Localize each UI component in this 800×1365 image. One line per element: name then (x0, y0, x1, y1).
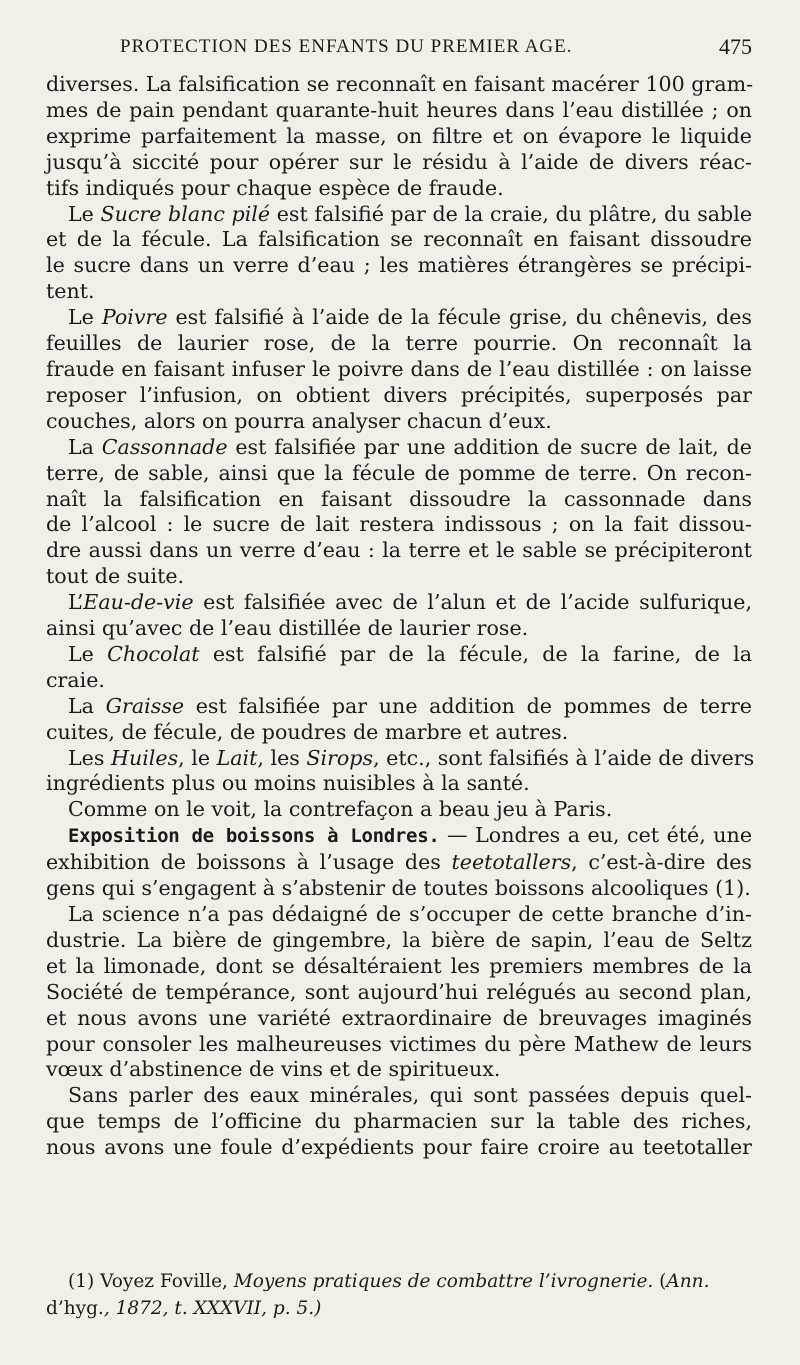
text-line: exprime parfaitement la masse, on filtre et on évapore le liquide (46, 123, 752, 148)
text-line: mes de pain pendant quarante-huit heures dans l’eau distillée ; on (46, 97, 752, 122)
text-line: craie. (46, 667, 105, 692)
text-line: Exposition de boissons à Londres. — Londres a eu, cet été, une (68, 823, 753, 848)
text-line: tent. (46, 279, 95, 304)
text-line: Société de tempérance, sont aujourd’hui relégués au second plan, (46, 979, 752, 1004)
text-line: vœux d’abstinence de vins et de spiritueux. (46, 1057, 501, 1082)
text-line: Le Chocolat est falsifié par de la fécule, de la farine, de la (68, 641, 752, 666)
page-number: 475 (719, 34, 752, 59)
text-line: gens qui s’engagent à s’abstenir de toutes boissons alcooliques (1). (46, 876, 751, 901)
text-line: terre, de sable, ainsi que la fécule de pomme de terre. On recon- (46, 460, 752, 485)
paragraph (46, 202, 752, 306)
text-line: nous avons une foule d’expédients pour faire croire au teetotaller (46, 1135, 752, 1160)
text-line: que temps de l’officine du pharmacien sur la table des riches, (46, 1109, 752, 1134)
text-line: Le Poivre est falsifié à l’aide de la fécule grise, du chênevis, des (68, 305, 752, 330)
text-line: de l’alcool : le sucre de lait restera indissous ; on la fait dissou- (46, 512, 752, 537)
text-line: Comme on le voit, la contrefaçon a beau jeu à Paris. (68, 797, 613, 822)
text-line: Le Sucre blanc pilé est falsifié par de la craie, du plâtre, du sable (68, 201, 753, 226)
text-line: ainsi qu’avec de l’eau distillée de laurier rose. (46, 616, 529, 641)
text-line: reposer l’infusion, on obtient divers précipités, superposés par (46, 382, 752, 407)
text-line: pour consoler les malheureuses victimes du père Mathew de leurs (46, 1031, 752, 1056)
paragraph (46, 435, 752, 590)
text-line: Sans parler des eaux minérales, qui sont passées depuis quel- (68, 1083, 752, 1108)
text-line: tout de suite. (46, 564, 185, 589)
footnote (46, 1268, 752, 1322)
paragraph (46, 305, 752, 435)
paragraph (46, 694, 752, 746)
text-line: cuites, de fécule, de poudres de marbre et autres. (46, 719, 569, 744)
body-text (46, 72, 755, 1161)
text-line: Les Huiles, le Lait, les Sirops, etc., sont falsifiés à l’aide de divers (68, 745, 755, 770)
text-line: exhibition de boissons à l’usage des teetotallers, c’est-à-dire des (46, 850, 752, 875)
text-line: diverses. La falsification se reconnaît en faisant macérer 100 gram- (46, 72, 754, 96)
text-line: tifs indiqués pour chaque espèce de fraude. (46, 175, 504, 200)
text-line: et de la fécule. La falsification se reconnaît en faisant dissoudre (46, 227, 752, 252)
text-line: feuilles de laurier rose, de la terre pourrie. On reconnaît la (46, 331, 752, 356)
running-title: PROTECTION DES ENFANTS DU PREMIER AGE. (120, 36, 573, 57)
text-line: ingrédients plus ou moins nuisibles à la santé. (46, 771, 530, 796)
text-line: dustrie. La bière de gingembre, la bière de sapin, l’eau de Seltz (46, 927, 752, 952)
footnote-line: d’hyg., 1872, t. XXXVII, p. 5.) (46, 1298, 322, 1319)
text-line: fraude en faisant infuser le poivre dans de l’eau distillée : on laisse (46, 356, 752, 381)
paragraph (46, 590, 752, 642)
text-line: La Cassonnade est falsifiée par une addition de sucre de lait, de (68, 434, 752, 459)
paragraph (46, 1083, 752, 1161)
paragraph (46, 745, 755, 798)
text-line: La science n’a pas dédaigné de s’occuper de cette branche d’in- (68, 902, 752, 926)
paragraph (46, 797, 752, 823)
text-line: et la limonade, dont se désaltéraient les premiers membres de la (46, 953, 752, 978)
text-line: La Graisse est falsifiée par une addition de pommes de terre (68, 693, 752, 718)
paragraph (46, 642, 752, 694)
text-line: jusqu’à siccité pour opérer sur le résidu à l’aide de divers réac- (46, 149, 752, 174)
text-line: et nous avons une variété extraordinaire de breuvages imaginés (46, 1005, 752, 1030)
text-line: naît la falsification en faisant dissoudre la cassonnade dans (46, 486, 752, 511)
text-line: L’Eau-de-vie est falsifiée avec de l’alun et de l’acide sulfurique, (68, 590, 752, 615)
text-line: dre aussi dans un verre d’eau : la terre et le sable se précipiteront (46, 538, 752, 563)
footnote-line: (1) Voyez Foville, Moyens pratiques de combattre l’ivrognerie. (Ann. (68, 1271, 710, 1292)
text-line: couches, alors on pourra analyser chacun d’eux. (46, 408, 552, 433)
paragraph (46, 902, 752, 1083)
paragraph (46, 72, 752, 202)
paragraph (46, 823, 752, 902)
text-line: le sucre dans un verre d’eau ; les matières étrangères se précipi- (46, 253, 752, 278)
